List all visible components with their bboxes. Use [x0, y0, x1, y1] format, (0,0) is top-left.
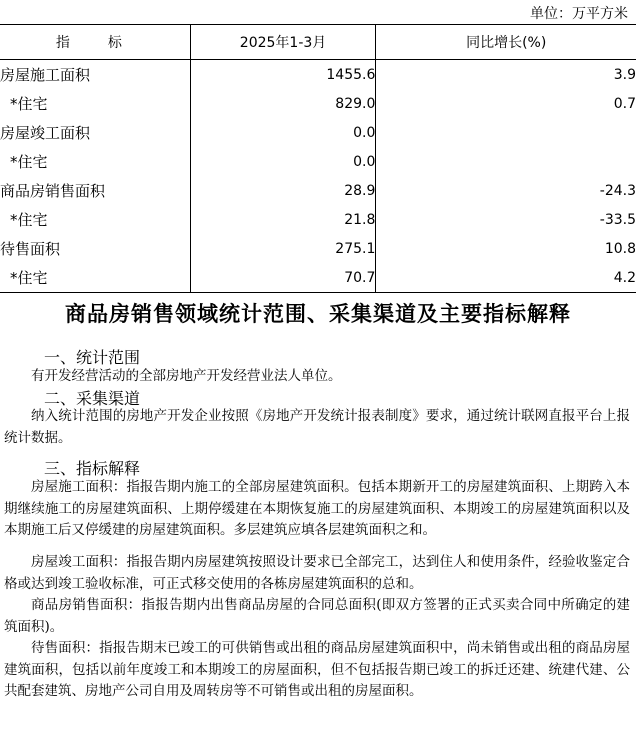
definition-unsold-area: 待售面积：指报告期末已竣工的可供销售或出租的商品房屋建筑面积中，尚未销售或出租的商品房屋建筑面积，包括以前年度竣工和本期竣工的房屋面积，但不包括报告期已竣工的拆迁还建、统建代建、公共配套建筑、房地产公司自用及周转房等不可销售或出租的房屋面积。 [4, 640, 630, 699]
document-title: 商品房销售领域统计范围、采集渠道及主要指标解释 [65, 301, 571, 326]
row-growth: -33.5 [376, 205, 636, 234]
row-growth: 0.7 [376, 89, 636, 118]
table-row [0, 118, 636, 147]
row-name: 商品房销售面积 [0, 182, 106, 200]
header-indicator: 指 标 [0, 25, 190, 60]
table-header-row [0, 25, 636, 60]
row-name: *住宅 [10, 153, 48, 171]
definition-completed-area: 房屋竣工面积：指报告期内房屋建筑按照设计要求已全部完工，达到住人和使用条件，经验收鉴定合格或达到竣工验收标准，可正式移交使用的各栋房屋建筑面积的总和。 [4, 554, 630, 592]
row-growth: 3.9 [376, 60, 636, 90]
row-growth [376, 147, 636, 176]
row-value: 829.0 [190, 89, 376, 118]
table-row [0, 234, 636, 263]
row-value: 275.1 [190, 234, 376, 263]
row-value: 0.0 [190, 118, 376, 147]
definition-sales-area: 商品房销售面积：指报告期内出售商品房屋的合同总面积(即双方签署的正式买卖合同中所确定的建筑面积)。 [4, 597, 630, 635]
row-value: 1455.6 [190, 60, 376, 90]
table-row [0, 89, 636, 118]
section-heading-scope: 一、统计范围 [44, 348, 141, 367]
row-name: *住宅 [10, 211, 48, 229]
section-heading-channel: 二、采集渠道 [44, 389, 141, 408]
row-growth: 4.2 [376, 263, 636, 293]
row-value: 70.7 [190, 263, 376, 293]
row-name: 房屋施工面积 [0, 66, 91, 84]
row-name: 待售面积 [0, 240, 61, 258]
table-row [0, 205, 636, 234]
header-growth: 同比增长(%) [376, 25, 636, 60]
row-value: 21.8 [190, 205, 376, 234]
header-period: 2025年1-3月 [190, 25, 376, 60]
row-growth: -24.3 [376, 176, 636, 205]
section-heading-indicators: 三、指标解释 [44, 459, 141, 478]
row-name: *住宅 [10, 95, 48, 113]
statistics-table [0, 24, 636, 293]
row-value: 0.0 [190, 147, 376, 176]
definition-construction-area: 房屋施工面积：指报告期内施工的全部房屋建筑面积。包括本期新开工的房屋建筑面积、上期跨入本期继续施工的房屋建筑面积、上期停缓建在本期恢复施工的房屋建筑面积、本期竣工的房屋建筑面积以及本期施工后又停缓建的房屋建筑面积。多层建筑应填各层建筑面积之和。 [4, 479, 630, 538]
scope-paragraph: 有开发经营活动的全部房地产开发经营业法人单位。 [31, 368, 342, 384]
row-name: 房屋竣工面积 [0, 124, 91, 142]
row-growth [376, 118, 636, 147]
row-value: 28.9 [190, 176, 376, 205]
table-row [0, 60, 636, 90]
table-row [0, 263, 636, 293]
table-row [0, 176, 636, 205]
row-name: *住宅 [0, 263, 190, 293]
row-growth: 10.8 [376, 234, 636, 263]
channel-paragraph: 纳入统计范围的房地产开发企业按照《房地产开发统计报表制度》要求，通过统计联网直报平台上报统计数据。 [4, 408, 630, 446]
table-row [0, 147, 636, 176]
unit-label: 单位：万平方米 [530, 6, 628, 22]
